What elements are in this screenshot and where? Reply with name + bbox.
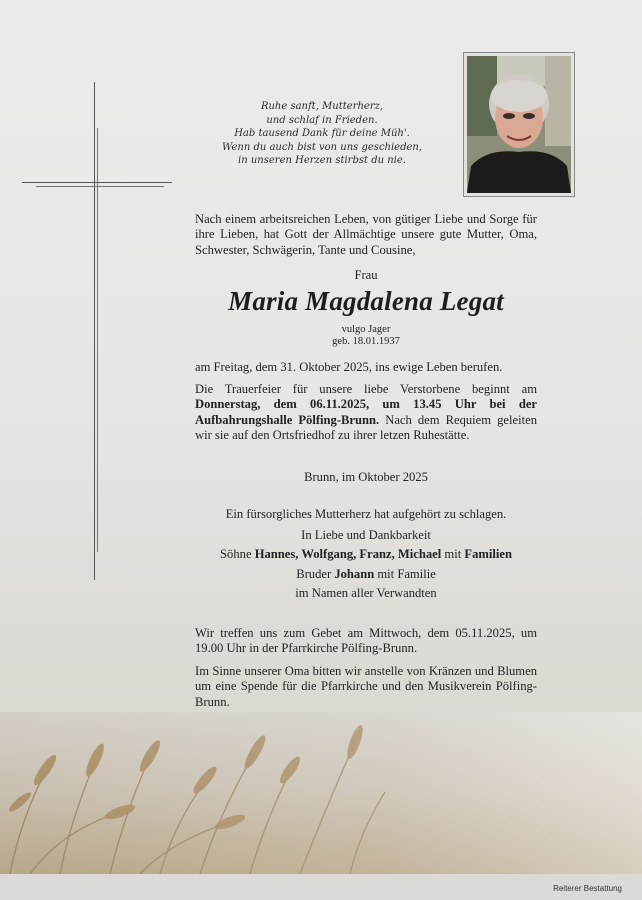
birth-date: geb. 18.01.1937 xyxy=(332,336,400,347)
alias: vulgo Jager xyxy=(341,324,391,335)
funeral-lead: Die Trauerfeier für unsere liebe Verstorbene beginnt am xyxy=(195,382,537,396)
donation-notice: Im Sinne unserer Oma bitten wir anstelle von Kränzen und Blumen um eine Spende für die Pfarrkirche und den Musikverein Pölfing-Brunn. xyxy=(195,664,537,709)
intro-text: Nach einem arbeitsreichen Leben, von gütiger Liebe und Sorge für ihre Lieben, hat Gott der Allmächtige unsere gute Mutter, Oma, Schwester, Schwägerin, Tante und Cousine, xyxy=(195,212,537,257)
funeral-date-place: Donnerstag, dem 06.11.2025, um 13.45 Uhr bei der Aufbahrungshalle Pölfing-Brunn. xyxy=(195,397,537,427)
quote: Ein fürsorgliches Mutterherz hat aufgehört zu schlagen. xyxy=(225,507,507,521)
brother-suffix: mit Familie xyxy=(377,567,436,581)
prayer-notice: Wir treffen uns zum Gebet am Mittwoch, dem 05.11.2025, um 19.00 Uhr in der Pfarrkirche Pölfing-Brunn. xyxy=(195,626,537,656)
brother-prefix: Bruder xyxy=(296,567,332,581)
funeral-paragraph xyxy=(195,382,537,444)
funeral-tail: Nach dem Requiem geleiten wir sie auf den Ortsfriedhof zu ihrer letzen Ruhestätte. xyxy=(195,412,537,443)
sons-prefix: Söhne xyxy=(220,547,252,561)
mourners-intro: In Liebe und Dankbarkeit xyxy=(301,528,431,542)
cross-icon xyxy=(94,82,95,580)
sons-mit: mit xyxy=(444,547,462,561)
poem-line: und schlaf in Frieden. xyxy=(266,114,378,126)
death-line: am Freitag, dem 31. Oktober 2025, ins ewige Leben berufen. xyxy=(195,360,503,374)
poem-line: in unseren Herzen stirbst du nie. xyxy=(238,155,406,166)
poem xyxy=(222,100,422,168)
cross-inner-line xyxy=(97,128,98,552)
wheat-field-image xyxy=(0,712,642,874)
brother-name: Johann xyxy=(334,567,375,581)
poem-line: Ruhe sanft, Mutterherz, xyxy=(260,101,384,112)
cross-crossbar-inner xyxy=(36,186,164,187)
footer-strip xyxy=(0,874,642,900)
funeral-home-credit: Reiterer Bestattung xyxy=(553,884,622,893)
sons-family: Familien xyxy=(464,547,512,561)
poem-line: Hab tausend Dank für deine Müh'. xyxy=(234,128,410,139)
mourners-sons xyxy=(195,547,537,562)
title-word: Frau xyxy=(354,268,378,282)
portrait-photo xyxy=(467,56,571,193)
sons-names: Hannes, Wolfgang, Franz, Michael xyxy=(254,547,442,561)
place-date: Brunn, im Oktober 2025 xyxy=(304,470,428,484)
mourners-relatives: im Namen aller Verwandten xyxy=(295,586,437,600)
deceased-name: Maria Magdalena Legat xyxy=(228,286,504,316)
portrait-frame xyxy=(463,52,575,197)
poem-line: Wenn du auch bist von uns geschieden, xyxy=(222,141,423,153)
mourners-brother xyxy=(195,567,537,582)
cross-crossbar xyxy=(22,182,172,183)
